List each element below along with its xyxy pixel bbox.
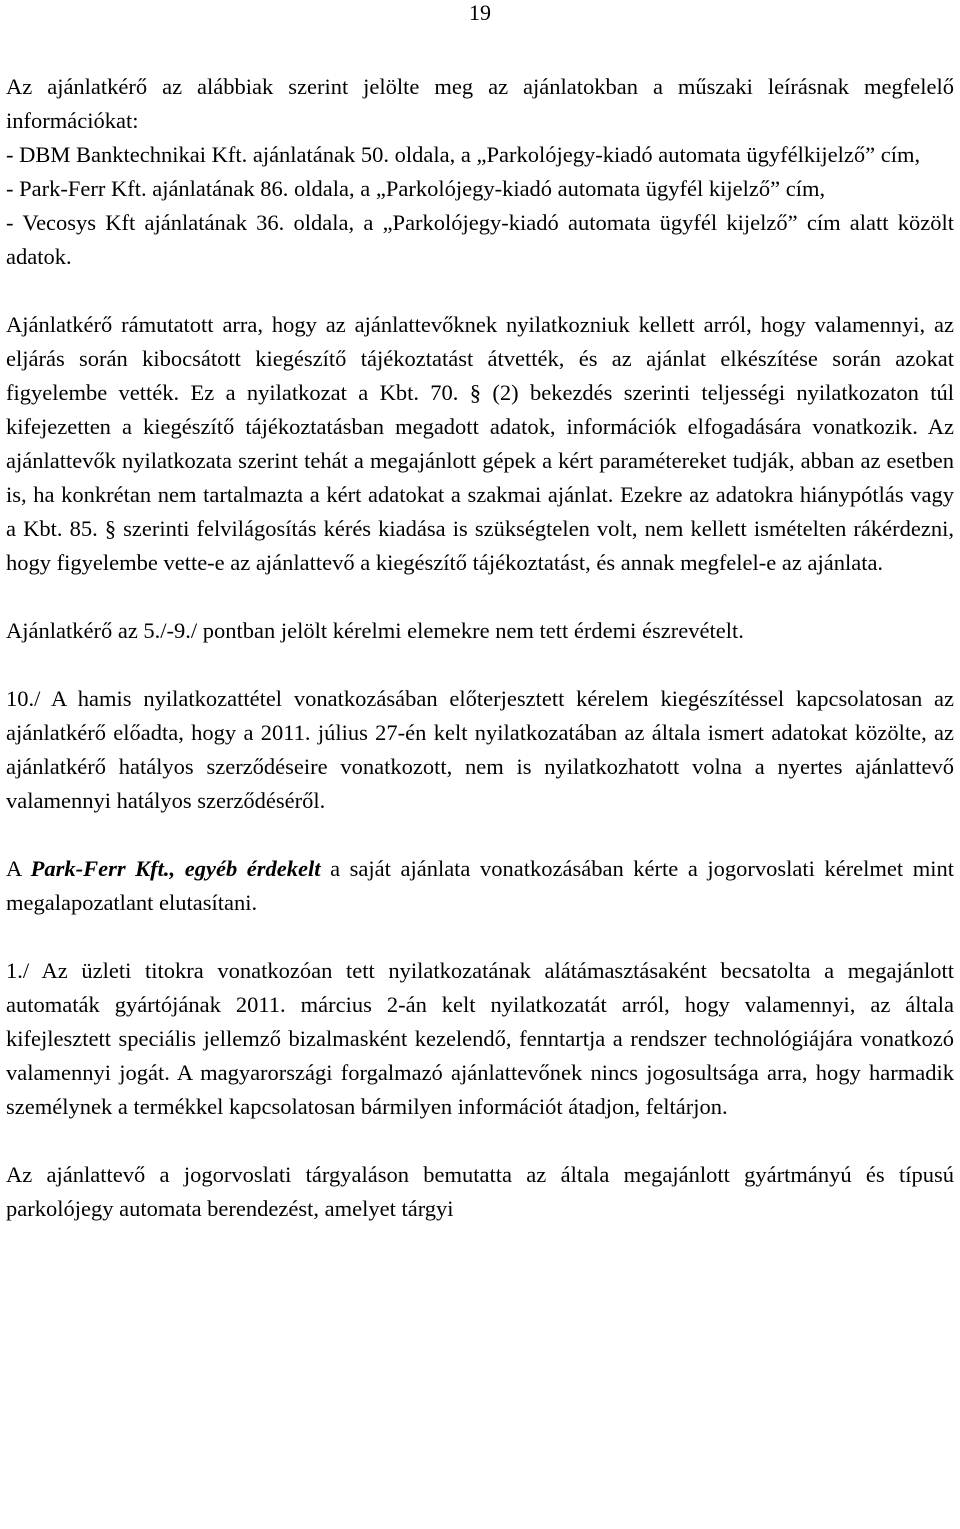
paragraph-intro: Az ajánlatkérő az alábbiak szerint jelölte meg az ajánlatokban a műszaki leírásnak megfelelő információkat:	[6, 74, 954, 133]
list-item: - Park-Ferr Kft. ajánlatának 86. oldala, a „Parkolójegy-kiadó automata ügyfél kijelző” cím,	[6, 176, 826, 201]
party-name: Park-Ferr Kft., egyéb érdekelt	[30, 856, 321, 881]
paragraph-no-remarks: Ajánlatkérő az 5./-9./ pontban jelölt kérelmi elemekre nem tett érdemi észrevételt.	[6, 618, 744, 643]
paragraph-marked-information	[6, 70, 954, 274]
paragraph-suffix: a saját ajánlata vonatkozásában kérte a jogorvoslati kérelmet mint megalapozatlant elutasítani.	[6, 856, 954, 915]
paragraph-declaration: Ajánlatkérő rámutatott arra, hogy az ajánlattevőknek nyilatkozniuk kellett arról, hogy valamennyi, az eljárás során kibocsátott kiegészítő tájékoztatást átvették, és az ajánlat elkészítése során azokat figyelembe vették. Ez a nyilatkozat a Kbt. 70. § (2) bekezdés szerinti teljességi nyilatkozaton túl kifejezetten a kiegészítő tájékoztatásban megadott adatok, információk elfogadására vonatkozik. Az ajánlattevők nyilatkozata szerint tehát a megajánlott gépek a kért paramétereket tudják, abban az esetben is, ha konkrétan nem tartalmazta a kért adatokat a szakmai ajánlat. Ezekre az adatokra hiánypótlás vagy a Kbt. 85. § szerinti felvilágosítás kérés kiadása is szükségtelen volt, nem kellett ismételten rákérdezni, hogy figyelembe vette-e az ajánlattevő a kiegészítő tájékoztatást, és annak megfelel-e az ajánlata.	[6, 312, 954, 575]
document-body	[6, 70, 954, 1260]
paragraph-demonstration: Az ajánlattevő a jogorvoslati tárgyaláson bemutatta az általa megajánlott gyártmányú és típusú parkolójegy automata berendezést, amelyet tárgyi	[6, 1162, 954, 1221]
paragraph-park-ferr	[6, 852, 954, 920]
list-item: - Vecosys Kft ajánlatának 36. oldala, a „Parkolójegy-kiadó automata ügyfél kijelző” cím alatt közölt adatok.	[6, 210, 954, 269]
paragraph-false-statement: 10./ A hamis nyilatkozattétel vonatkozásában előterjesztett kérelem kiegészítéssel kapcsolatosan az ajánlatkérő előadta, hogy a 2011. július 27-én kelt nyilatkozatában az általa ismert adatokat közölte, az ajánlatkérő hatályos szerződéseire vonatkozott, nem is nyilatkozhatott volna a nyertes ajánlattevő valamennyi hatályos szerződéséről.	[6, 686, 954, 813]
page-number: 19	[469, 0, 491, 25]
list-item: - DBM Banktechnikai Kft. ajánlatának 50. oldala, a „Parkolójegy-kiadó automata ügyfélkijelző” cím,	[6, 142, 921, 167]
paragraph-trade-secret: 1./ Az üzleti titokra vonatkozóan tett nyilatkozatának alátámasztásaként becsatolta a megajánlott automaták gyártójának 2011. március 2-án kelt nyilatkozatát arról, hogy valamennyi, az általa kifejlesztett speciális jellemző bizalmasként kezelendő, fenntartja a rendszer technológiájára vonatkozó valamennyi jogát. A magyarországi forgalmazó ajánlattevőnek nincs jogosultsága arra, hogy harmadik személynek a termékkel kapcsolatosan bármilyen információt átadjon, feltárjon.	[6, 958, 954, 1119]
paragraph-prefix: A	[6, 856, 31, 881]
